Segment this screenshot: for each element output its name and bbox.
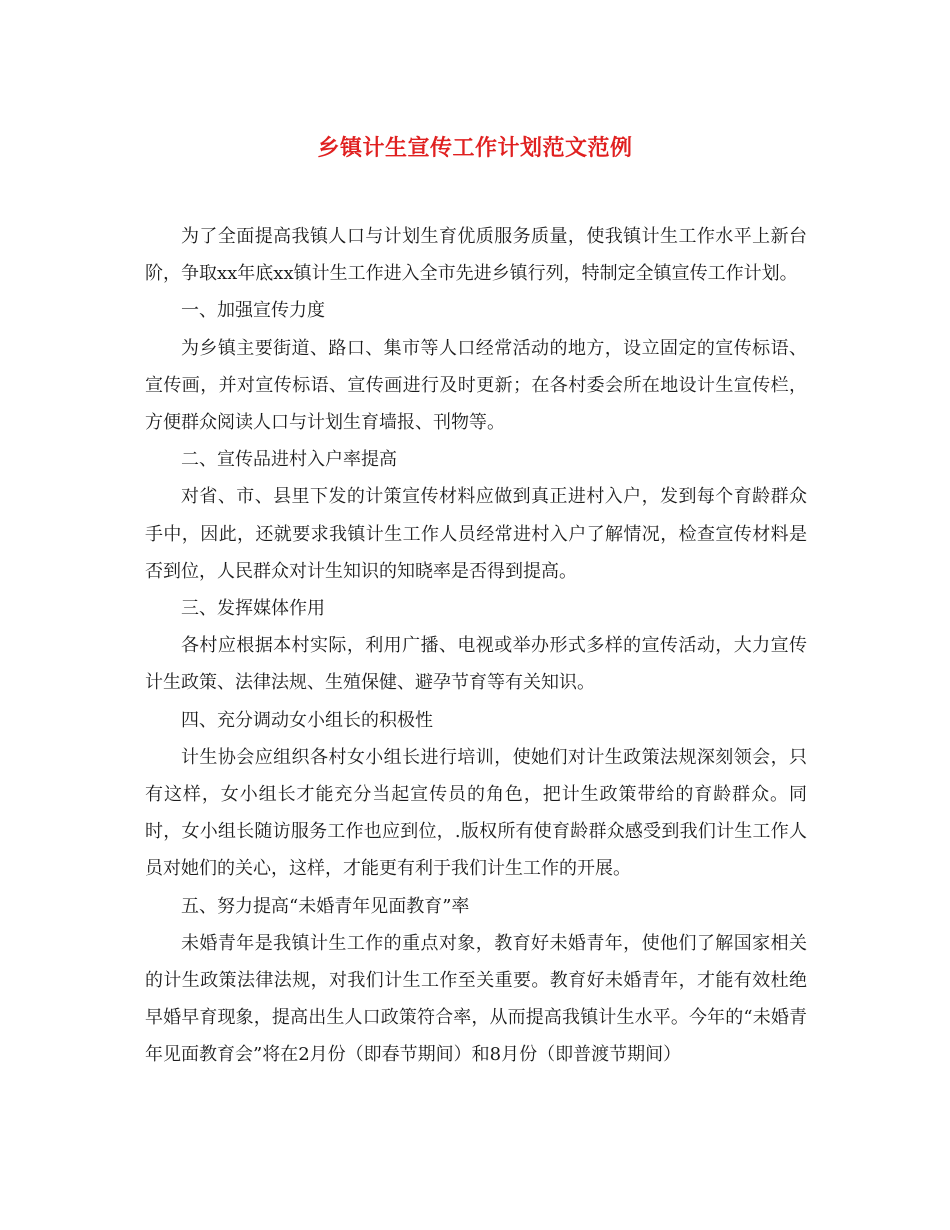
document-title: 乡镇计生宣传工作计划范文范例	[317, 135, 633, 161]
paragraph-section-4: 计生协会应组织各村女小组长进行培训，使她们对计生政策法规深刻领会，只有这样，女小组长才能充分当起宣传员的角色，把计生政策带给的育龄群众。同时，女小组长随访服务工作也应到位，.版权所有使育龄群众感受到我们计生工作人员对她们的关心，这样，才能更有利于我们计生工作的开展。	[145, 746, 807, 880]
section-heading-2: 二、宣传品进村入户率提高	[181, 449, 397, 471]
section-heading-5: 五、努力提高“未婚青年见面教育”率	[181, 895, 470, 917]
document-body	[145, 218, 807, 1074]
section-heading-3: 三、发挥媒体作用	[181, 598, 325, 620]
section-heading-1: 一、加强宣传力度	[181, 300, 325, 322]
section-heading-4: 四、充分调动女小组长的积极性	[181, 709, 433, 731]
paragraph-section-2: 对省、市、县里下发的计策宣传材料应做到真正进村入户，发到每个育龄群众手中，因此，还就要求我镇计生工作人员经常进村入户了解情况，检查宣传材料是否到位，人民群众对计生知识的知晓率是否得到提高。	[145, 486, 807, 582]
paragraph-intro: 为了全面提高我镇人口与计划生育优质服务质量，使我镇计生工作水平上新台阶，争取xx年底xx镇计生工作进入全市先进乡镇行列，特制定全镇宣传工作计划。	[145, 226, 807, 285]
paragraph-section-1: 为乡镇主要街道、路口、集市等人口经常活动的地方，设立固定的宣传标语、宣传画，并对宣传标语、宣传画进行及时更新；在各村委会所在地设计生宣传栏，方便群众阅读人口与计划生育墙报、刊物等。	[145, 337, 807, 434]
paragraph-section-3: 各村应根据本村实际，利用广播、电视或举办形式多样的宣传活动，大力宣传计生政策、法律法规、生殖保健、避孕节育等有关知识。	[145, 635, 807, 694]
paragraph-section-5: 未婚青年是我镇计生工作的重点对象，教育好未婚青年，使他们了解国家相关的计生政策法律法规，对我们计生工作至关重要。教育好未婚青年，才能有效杜绝早婚早育现象，提高出生人口政策符合率，从而提高我镇计生水平。今年的“未婚青年见面教育会”将在2月份（即春节期间）和8月份（即普渡节期间）	[145, 932, 807, 1066]
